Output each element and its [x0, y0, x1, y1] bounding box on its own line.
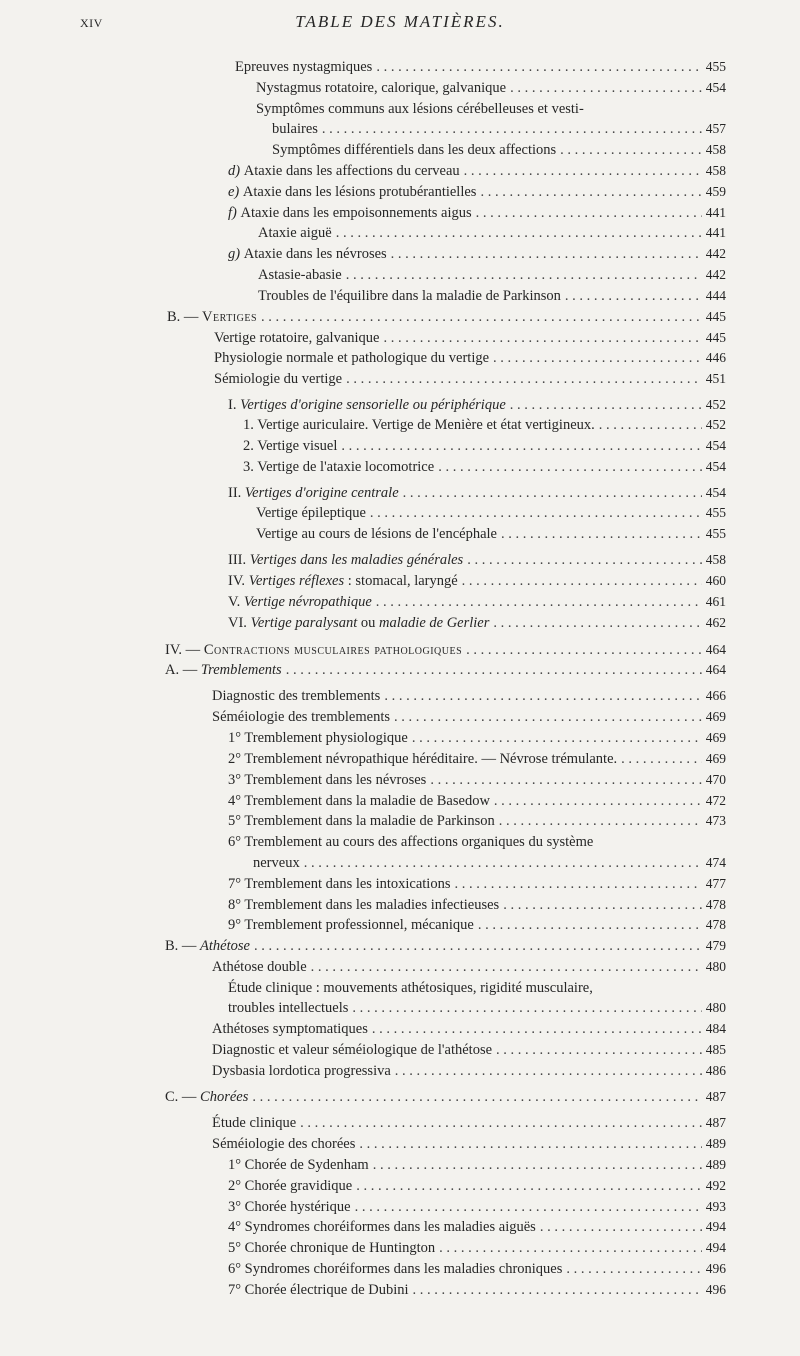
toc-entry [212, 1019, 726, 1039]
toc-entry-page: 441 [705, 205, 726, 220]
toc-entry [228, 1238, 726, 1258]
toc-entry-label: Vertiges d'origine sensorielle ou périphérique [240, 397, 506, 413]
toc-entry-label: Physiologie normale et pathologique du vertige [214, 350, 490, 366]
toc-entry-label: Symptômes différentiels dans les deux affections [272, 142, 557, 158]
toc-entry-label: Nystagmus rotatoire, calorique, galvanique [256, 80, 507, 96]
toc-entry [228, 770, 726, 790]
toc-entry-marker: A. — [165, 662, 198, 678]
toc-entry-label: Chorées [200, 1089, 249, 1105]
toc-entry [228, 182, 726, 202]
toc-entry-page: 486 [705, 1063, 726, 1078]
toc-entry-page: 454 [705, 438, 726, 453]
page-header [0, 10, 800, 34]
toc-entry-label: 3° Tremblement dans les névroses [228, 772, 427, 788]
toc-entry [243, 457, 726, 477]
toc-entry [212, 1134, 726, 1154]
toc-entry-page: 487 [705, 1089, 726, 1104]
toc-entry-page: 496 [705, 1282, 726, 1297]
toc-subsection [228, 613, 726, 633]
toc-entry-label: Athétose double [212, 959, 307, 975]
toc-entry-label: Séméiologie des tremblements [212, 709, 390, 725]
toc-entry-page: 469 [705, 751, 726, 766]
toc-entry-page: 462 [705, 615, 726, 630]
toc-entry [228, 978, 726, 998]
toc-entry [243, 415, 726, 435]
toc-entry-page: 493 [705, 1199, 726, 1214]
toc-subsection [228, 571, 726, 591]
toc-entry-label: Vertige névropathique [243, 594, 372, 610]
toc-entry-label: Ataxie dans les névroses [243, 246, 387, 262]
toc-entry-page: 442 [705, 267, 726, 282]
toc-section [165, 936, 726, 956]
toc-entry-label: troubles intellectuels [228, 1000, 349, 1016]
toc-subsection [228, 592, 726, 612]
toc-entry-label: 5° Chorée chronique de Huntington [228, 1240, 436, 1256]
toc-entry [258, 265, 726, 285]
toc-entry-label: bulaires [272, 121, 318, 137]
toc-entry [258, 223, 726, 243]
toc-subsection [228, 483, 726, 503]
toc-section [167, 307, 726, 327]
toc-entry-label: Contractions musculaires pathologiques [203, 642, 463, 658]
toc-entry-label: Vertiges d'origine centrale [244, 485, 399, 501]
toc-entry-label: Athétoses symptomatiques [212, 1021, 368, 1037]
toc-entry-label: 6° Syndromes choréiformes dans les maladies chroniques [228, 1261, 563, 1277]
toc-chapter [165, 640, 726, 660]
toc-entry-label: 8° Tremblement dans les maladies infectieuses [228, 897, 500, 913]
toc-entry-label: Tremblements [200, 662, 282, 678]
toc-entry-label-mid: ou [360, 615, 376, 631]
toc-entry-page: 461 [705, 594, 726, 609]
page-number: XIV [80, 16, 103, 30]
toc-entry-label: Troubles de l'équilibre dans la maladie de Parkinson [258, 288, 561, 304]
toc-entry-page: 484 [705, 1021, 726, 1036]
toc-entry-page: 458 [705, 142, 726, 157]
toc-entry [258, 286, 726, 306]
toc-entry [228, 791, 726, 811]
toc-entry-label: Vertige paralysant [250, 615, 358, 631]
toc-entry-page: 480 [705, 959, 726, 974]
toc-entry-page: 478 [705, 917, 726, 932]
toc-entry-page: 489 [705, 1136, 726, 1151]
toc-entry-page: 466 [705, 688, 726, 703]
toc-entry-page: 446 [705, 350, 726, 365]
toc-entry-continuation [253, 853, 726, 873]
toc-entry-label: Sémiologie du vertige [214, 371, 343, 387]
toc-entry-page: 454 [705, 80, 726, 95]
toc-entry-marker: e) [228, 184, 240, 200]
toc-entry [212, 707, 726, 727]
toc-entry-label: Vertiges dans les maladies générales [249, 552, 464, 568]
toc-entry-label: Vertiges réflexes [248, 573, 345, 589]
toc-entry-page: 460 [705, 573, 726, 588]
toc-entry [228, 244, 726, 264]
toc-entry-page: 469 [705, 730, 726, 745]
toc-entry-label: 2° Chorée gravidique [228, 1178, 353, 1194]
toc-entry-page: 455 [705, 505, 726, 520]
toc-entry-page: 480 [705, 1000, 726, 1015]
toc-entry-page: 496 [705, 1261, 726, 1276]
toc-entry-marker: III. [228, 552, 247, 568]
toc-entry-label: nerveux [253, 855, 300, 871]
toc-entry-label: 3° Chorée hystérique [228, 1199, 351, 1215]
toc-entry-page: 489 [705, 1157, 726, 1172]
toc-entry [228, 203, 726, 223]
toc-entry [228, 1155, 726, 1175]
toc-entry-label: Ataxie aiguë [258, 225, 332, 241]
toc-entry-label-rest: maladie de Gerlier [379, 615, 490, 631]
toc-entry [228, 811, 726, 831]
toc-entry-label: Étude clinique [212, 1115, 297, 1131]
toc-entry-label: Vertige rotatoire, galvanique [214, 330, 380, 346]
toc-entry-label: Dysbasia lordotica progressiva [212, 1063, 391, 1079]
toc-entry-page: 494 [705, 1219, 726, 1234]
toc-entry [228, 1259, 726, 1279]
toc-entry-page: 452 [705, 417, 726, 432]
toc-entry [212, 957, 726, 977]
toc-entry-page: 455 [705, 526, 726, 541]
toc-entry-label: 2° Tremblement névropathique héréditaire. — Névrose trémulante. [228, 751, 618, 767]
toc-entry-label: 1. Vertige auriculaire. Vertige de Menière et état vertigineux. [243, 417, 595, 433]
toc-entry-marker: VI. [228, 615, 247, 631]
toc-entry-marker: g) [228, 246, 241, 262]
toc-entry-label: Diagnostic des tremblements [212, 688, 381, 704]
toc-entry [228, 895, 726, 915]
toc-entry-page: 457 [705, 121, 726, 136]
toc-entry-marker: V. [228, 594, 241, 610]
toc-entry [212, 686, 726, 706]
toc-entry-page: 478 [705, 897, 726, 912]
toc-entry-page: 470 [705, 772, 726, 787]
toc-entry [228, 874, 726, 894]
toc-entry [228, 1280, 726, 1300]
toc-entry-continuation [272, 119, 726, 139]
toc-entry-page: 442 [705, 246, 726, 261]
toc-section [165, 660, 726, 680]
toc-entry-page: 472 [705, 793, 726, 808]
toc-entry [256, 78, 726, 98]
toc-entry-label-rest: : stomacal, laryngé [347, 573, 458, 589]
toc-section [165, 1087, 726, 1107]
toc-entry-page: 494 [705, 1240, 726, 1255]
toc-entry-page: 458 [705, 163, 726, 178]
toc-entry-page: 479 [705, 938, 726, 953]
toc-entry-label: Vertige au cours de lésions de l'encéphale [256, 526, 497, 542]
toc-entry-page: 452 [705, 397, 726, 412]
toc-entry-label: Étude clinique : mouvements athétosiques, rigidité musculaire, [228, 980, 593, 996]
toc-entry [212, 1040, 726, 1060]
toc-entry-marker: I. [228, 397, 237, 413]
toc-entry-page: 477 [705, 876, 726, 891]
toc-entry-marker: IV. — [165, 642, 201, 658]
toc-entry [228, 728, 726, 748]
toc-entry [214, 369, 726, 389]
toc-entry [272, 140, 726, 160]
toc-entry-label: 3. Vertige de l'ataxie locomotrice [243, 459, 435, 475]
toc-entry-continuation [228, 998, 726, 1018]
toc-entry [228, 915, 726, 935]
toc-entry-page: 473 [705, 813, 726, 828]
toc-entry-label: 5° Tremblement dans la maladie de Parkinson [228, 813, 495, 829]
toc-entry-page: 485 [705, 1042, 726, 1057]
toc-entry [235, 57, 726, 77]
toc-entry-label: 6° Tremblement au cours des affections organiques du système [228, 834, 594, 850]
toc-entry-page: 474 [705, 855, 726, 870]
toc-entry-marker: d) [228, 163, 241, 179]
toc-entry-page: 451 [705, 371, 726, 386]
toc-entry-label: 9° Tremblement professionnel, mécanique [228, 917, 474, 933]
toc-entry-marker: II. [228, 485, 242, 501]
toc-entry-page: 444 [705, 288, 726, 303]
toc-entry [256, 503, 726, 523]
toc-entry [228, 1197, 726, 1217]
toc-entry-label: Ataxie dans les empoisonnements aigus [240, 205, 472, 221]
toc-subsection [228, 395, 726, 415]
toc-entry-page: 464 [705, 642, 726, 657]
toc-entry-label: 4° Tremblement dans la maladie de Basedow [228, 793, 490, 809]
toc-entry-page: 441 [705, 225, 726, 240]
toc-entry-label: 4° Syndromes choréiformes dans les maladies aiguës [228, 1219, 536, 1235]
toc-entry-page: 458 [705, 552, 726, 567]
toc-entry-label: 1° Chorée de Sydenham [228, 1157, 369, 1173]
toc-entry-page: 464 [705, 662, 726, 677]
toc-entry-page: 454 [705, 459, 726, 474]
toc-entry [256, 524, 726, 544]
toc-entry [228, 1176, 726, 1196]
toc-entry-marker: IV. [228, 573, 246, 589]
toc-entry-label: Symptômes communs aux lésions cérébelleuses et vesti- [256, 101, 584, 117]
toc-entry-page: 459 [705, 184, 726, 199]
toc-entry-label: 2. Vertige visuel [243, 438, 338, 454]
toc-entry-marker: B. — [165, 938, 197, 954]
toc-entry-marker: C. — [165, 1089, 197, 1105]
toc-subsection [228, 550, 726, 570]
toc-entry-page: 445 [705, 330, 726, 345]
toc-entry-page: 445 [705, 309, 726, 324]
toc-entry-label: Séméiologie des chorées [212, 1136, 356, 1152]
toc-entry [228, 749, 726, 769]
toc-entry [243, 436, 726, 456]
toc-entry-label: Diagnostic et valeur séméiologique de l'athétose [212, 1042, 493, 1058]
toc-entry-label: 1° Tremblement physiologique [228, 730, 408, 746]
toc-entry [228, 832, 726, 852]
toc-entry-label: Ataxie dans les lésions protubérantielles [242, 184, 477, 200]
toc-entry [212, 1113, 726, 1133]
toc-entry-page: 487 [705, 1115, 726, 1130]
toc-entry [214, 328, 726, 348]
toc-entry-label: Athétose [200, 938, 250, 954]
toc-entry-page: 454 [705, 485, 726, 500]
toc-entry-marker: f) [228, 205, 237, 221]
toc-entry-label: Vertige épileptique [256, 505, 366, 521]
toc-entry [228, 1217, 726, 1237]
toc-entry [256, 99, 726, 119]
toc-entry [214, 348, 726, 368]
toc-entry-label: Ataxie dans les affections du cerveau [243, 163, 460, 179]
toc-entry-label: Epreuves nystagmiques [235, 59, 373, 75]
running-title: TABLE DES MATIÈRES. [295, 12, 505, 31]
toc-entry-marker: B. — [167, 309, 199, 325]
toc-entry [228, 161, 726, 181]
toc-entry [212, 1061, 726, 1081]
toc-entry-page: 469 [705, 709, 726, 724]
toc-entry-page: 492 [705, 1178, 726, 1193]
toc-entry-label: 7° Tremblement dans les intoxications [228, 876, 451, 892]
toc-entry-label: Vertiges [202, 309, 258, 325]
toc-entry-page: 455 [705, 59, 726, 74]
toc-entry-label: 7° Chorée électrique de Dubini [228, 1282, 409, 1298]
toc-entry-label: Astasie-abasie [258, 267, 342, 283]
